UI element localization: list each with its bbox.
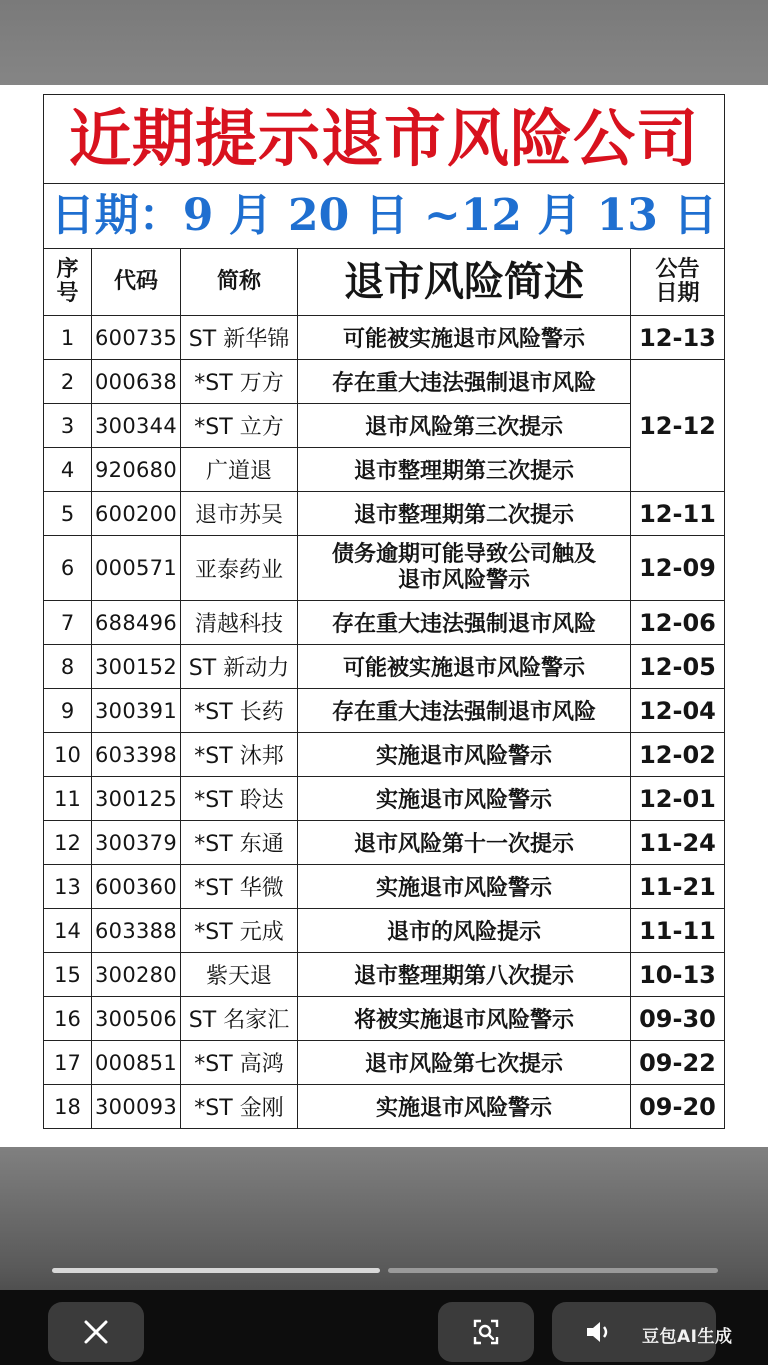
watermark: 豆包AI生成 <box>642 1327 733 1347</box>
risk-description: 存在重大违法强制退市风险 <box>298 360 631 404</box>
scan-button[interactable] <box>438 1302 534 1362</box>
risk-description <box>298 536 631 601</box>
stock-code: 600360 <box>92 865 181 909</box>
table-row <box>44 1085 725 1129</box>
announce-date: 09-30 <box>631 997 725 1041</box>
table-row <box>44 689 725 733</box>
row-number: 18 <box>44 1085 92 1129</box>
table-row <box>44 601 725 645</box>
row-number: 5 <box>44 492 92 536</box>
stock-name: ST 新动力 <box>181 645 298 689</box>
stock-code: 000638 <box>92 360 181 404</box>
row-number: 6 <box>44 536 92 601</box>
header-name: 简称 <box>181 249 298 316</box>
row-number: 3 <box>44 404 92 448</box>
stock-code: 300344 <box>92 404 181 448</box>
risk-description: 实施退市风险警示 <box>298 777 631 821</box>
stock-name: *ST 华微 <box>181 865 298 909</box>
announce-date: 11-11 <box>631 909 725 953</box>
row-number: 10 <box>44 733 92 777</box>
close-icon <box>83 1319 109 1345</box>
table-row <box>44 1041 725 1085</box>
stock-code: 300391 <box>92 689 181 733</box>
row-number: 15 <box>44 953 92 997</box>
table-row <box>44 404 725 448</box>
row-number: 1 <box>44 316 92 360</box>
announce-date: 10-13 <box>631 953 725 997</box>
stock-name: ST 新华锦 <box>181 316 298 360</box>
stock-code: 600735 <box>92 316 181 360</box>
table-body <box>44 316 725 1129</box>
risk-description: 实施退市风险警示 <box>298 733 631 777</box>
header-desc: 退市风险简述 <box>298 249 631 316</box>
risk-description: 退市风险第七次提示 <box>298 1041 631 1085</box>
table-row <box>44 865 725 909</box>
stock-name: 广道退 <box>181 448 298 492</box>
risk-description: 存在重大违法强制退市风险 <box>298 689 631 733</box>
table-row <box>44 492 725 536</box>
row-number: 9 <box>44 689 92 733</box>
risk-description: 可能被实施退市风险警示 <box>298 645 631 689</box>
stock-name: *ST 万方 <box>181 360 298 404</box>
stock-code: 300379 <box>92 821 181 865</box>
announce-date: 12-01 <box>631 777 725 821</box>
header-date-line2: 日期 <box>655 281 700 306</box>
stock-name: ST 名家汇 <box>181 997 298 1041</box>
risk-description: 退市风险第十一次提示 <box>298 821 631 865</box>
row-number: 17 <box>44 1041 92 1085</box>
row-number: 8 <box>44 645 92 689</box>
row-number: 7 <box>44 601 92 645</box>
announce-date: 09-20 <box>631 1085 725 1129</box>
top-bar <box>0 0 768 85</box>
stock-code: 000851 <box>92 1041 181 1085</box>
table-row <box>44 997 725 1041</box>
stock-name: 清越科技 <box>181 601 298 645</box>
stock-name: *ST 聆达 <box>181 777 298 821</box>
risk-description: 退市整理期第二次提示 <box>298 492 631 536</box>
header-date-line1: 公告 <box>655 257 700 282</box>
announce-date: 12-06 <box>631 601 725 645</box>
table-row <box>44 909 725 953</box>
announce-date: 12-05 <box>631 645 725 689</box>
header-no-line2: 号 <box>56 281 79 306</box>
table-row <box>44 953 725 997</box>
title-cell <box>44 95 725 184</box>
announce-date: 11-21 <box>631 865 725 909</box>
announce-date: 12-04 <box>631 689 725 733</box>
announce-date: 09-22 <box>631 1041 725 1085</box>
progress-played[interactable] <box>52 1268 380 1273</box>
risk-description-line: 债务逾期可能导致公司触及 <box>331 542 596 567</box>
risk-description: 存在重大违法强制退市风险 <box>298 601 631 645</box>
stock-code: 300506 <box>92 997 181 1041</box>
stock-name: 紫天退 <box>181 953 298 997</box>
table-row <box>44 448 725 492</box>
scan-icon <box>472 1318 500 1346</box>
table-header-row <box>44 249 725 316</box>
stock-name: *ST 东通 <box>181 821 298 865</box>
stock-name: *ST 金刚 <box>181 1085 298 1129</box>
table-row <box>44 733 725 777</box>
stock-code: 000571 <box>92 536 181 601</box>
risk-description: 退市的风险提示 <box>298 909 631 953</box>
risk-description: 退市整理期第三次提示 <box>298 448 631 492</box>
announce-date: 12-11 <box>631 492 725 536</box>
announce-date: 12-13 <box>631 316 725 360</box>
row-number: 12 <box>44 821 92 865</box>
delisting-risk-table <box>43 94 725 1129</box>
stock-name: *ST 长药 <box>181 689 298 733</box>
row-number: 4 <box>44 448 92 492</box>
stock-name: *ST 沐邦 <box>181 733 298 777</box>
stock-name: *ST 高鸿 <box>181 1041 298 1085</box>
row-number: 16 <box>44 997 92 1041</box>
row-number: 11 <box>44 777 92 821</box>
stock-name: *ST 立方 <box>181 404 298 448</box>
stock-code: 688496 <box>92 601 181 645</box>
table-row <box>44 316 725 360</box>
header-date <box>631 249 725 316</box>
stock-name: 退市苏吴 <box>181 492 298 536</box>
header-code: 代码 <box>92 249 181 316</box>
risk-description: 实施退市风险警示 <box>298 865 631 909</box>
table-row <box>44 821 725 865</box>
risk-description: 实施退市风险警示 <box>298 1085 631 1129</box>
table-row <box>44 645 725 689</box>
stock-code: 603398 <box>92 733 181 777</box>
announce-date: 12-12 <box>631 360 725 492</box>
row-number: 2 <box>44 360 92 404</box>
stock-code: 920680 <box>92 448 181 492</box>
date-range-cell <box>44 184 725 249</box>
stock-code: 603388 <box>92 909 181 953</box>
stock-code: 300280 <box>92 953 181 997</box>
header-no-line1: 序 <box>56 257 79 282</box>
stock-code: 300152 <box>92 645 181 689</box>
row-number: 13 <box>44 865 92 909</box>
risk-description: 退市整理期第八次提示 <box>298 953 631 997</box>
stock-code: 600200 <box>92 492 181 536</box>
close-button[interactable] <box>48 1302 144 1362</box>
table-row <box>44 536 725 601</box>
date-range: 日期：9 月 20 日 ~12 月 13 日 <box>50 190 718 241</box>
risk-description: 可能被实施退市风险警示 <box>298 316 631 360</box>
risk-description-line: 退市风险警示 <box>397 568 530 593</box>
stock-name: *ST 元成 <box>181 909 298 953</box>
table-row <box>44 360 725 404</box>
progress-remaining[interactable] <box>388 1268 718 1273</box>
risk-description: 退市风险第三次提示 <box>298 404 631 448</box>
row-number: 14 <box>44 909 92 953</box>
page-title: 近期提示退市风险公司 <box>68 102 699 175</box>
stock-code: 300093 <box>92 1085 181 1129</box>
announce-date: 11-24 <box>631 821 725 865</box>
announce-date: 12-02 <box>631 733 725 777</box>
stock-name: 亚泰药业 <box>181 536 298 601</box>
stock-code: 300125 <box>92 777 181 821</box>
header-no <box>44 249 92 316</box>
risk-description: 将被实施退市风险警示 <box>298 997 631 1041</box>
table-row <box>44 777 725 821</box>
volume-icon <box>584 1319 614 1345</box>
announce-date: 12-09 <box>631 536 725 601</box>
